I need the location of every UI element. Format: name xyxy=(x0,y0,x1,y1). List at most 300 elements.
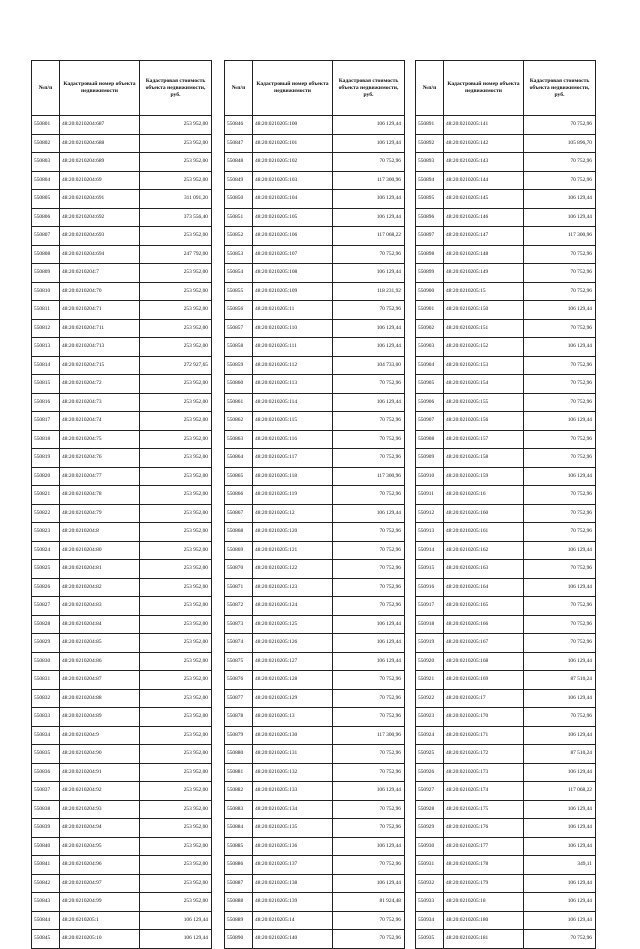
table-row xyxy=(32,652,212,671)
row-number: 550912 xyxy=(416,504,444,523)
cadastral-cost: 70 752,96 xyxy=(333,763,405,782)
row-number: 550883 xyxy=(225,800,253,819)
cadastral-cost: 106 129,44 xyxy=(333,208,405,227)
cadastral-number: 48:20:0210205:120 xyxy=(253,523,333,542)
table-row xyxy=(225,874,405,893)
cadastral-cost: 70 752,96 xyxy=(524,560,596,579)
row-number: 550826 xyxy=(32,578,60,597)
table-row xyxy=(225,153,405,172)
cadastral-cost: 253 952,00 xyxy=(140,412,212,431)
cadastral-number: 48:20:0210204:79 xyxy=(60,504,140,523)
cadastral-cost: 70 752,96 xyxy=(333,560,405,579)
row-number: 550848 xyxy=(225,153,253,172)
cadastral-number: 48:20:0210205:151 xyxy=(444,319,524,338)
cadastral-cost: 106 129,44 xyxy=(333,874,405,893)
row-number: 550851 xyxy=(225,208,253,227)
cadastral-cost: 106 129,44 xyxy=(524,819,596,838)
table-row xyxy=(225,856,405,875)
row-number: 550821 xyxy=(32,486,60,505)
row-number: 550853 xyxy=(225,245,253,264)
cadastral-cost: 70 752,96 xyxy=(333,523,405,542)
row-number: 550868 xyxy=(225,523,253,542)
cadastral-cost: 373 556,40 xyxy=(140,208,212,227)
cadastral-number: 48:20:0210204:96 xyxy=(60,856,140,875)
table-row xyxy=(416,615,596,634)
table-row xyxy=(32,153,212,172)
cadastral-number: 48:20:0210205:158 xyxy=(444,449,524,468)
cadastral-cost: 106 129,44 xyxy=(524,837,596,856)
cadastral-cost: 70 752,96 xyxy=(333,245,405,264)
cadastral-number: 48:20:0210204:90 xyxy=(60,745,140,764)
cadastral-number: 48:20:0210205:177 xyxy=(444,837,524,856)
cadastral-cost: 253 952,00 xyxy=(140,652,212,671)
cadastral-cost: 253 952,00 xyxy=(140,615,212,634)
cadastral-cost: 106 129,44 xyxy=(524,800,596,819)
table-row xyxy=(225,819,405,838)
cadastral-number: 48:20:0210205:139 xyxy=(253,893,333,912)
cadastral-cost: 253 952,00 xyxy=(140,893,212,912)
cadastral-cost: 253 952,00 xyxy=(140,782,212,801)
row-number: 550885 xyxy=(225,837,253,856)
table-row xyxy=(416,578,596,597)
cadastral-cost: 70 752,96 xyxy=(524,449,596,468)
table-row xyxy=(416,486,596,505)
table-row xyxy=(416,763,596,782)
table-row xyxy=(416,782,596,801)
table-row xyxy=(416,171,596,190)
cadastral-cost: 117 300,96 xyxy=(333,726,405,745)
cadastral-cost: 106 129,44 xyxy=(333,782,405,801)
table-row xyxy=(416,282,596,301)
cadastral-number: 48:20:0210205:13 xyxy=(253,708,333,727)
cadastral-cost: 253 952,00 xyxy=(140,375,212,394)
cadastral-number: 48:20:0210205:147 xyxy=(444,227,524,246)
cadastral-cost: 272 927,65 xyxy=(140,356,212,375)
row-number: 550919 xyxy=(416,634,444,653)
cadastral-cost: 87 510,24 xyxy=(524,745,596,764)
table-row xyxy=(416,837,596,856)
cadastral-cost: 253 952,00 xyxy=(140,486,212,505)
cadastral-cost: 247 792,00 xyxy=(140,245,212,264)
table-row xyxy=(32,412,212,431)
cadastral-number: 48:20:0210205:107 xyxy=(253,245,333,264)
cadastral-number: 48:20:0210205:172 xyxy=(444,745,524,764)
header-num: №п/п xyxy=(416,61,444,116)
table-row xyxy=(32,578,212,597)
cadastral-cost: 106 129,44 xyxy=(333,264,405,283)
row-number: 550928 xyxy=(416,800,444,819)
cadastral-number: 48:20:0210205:176 xyxy=(444,819,524,838)
cadastral-cost: 70 752,96 xyxy=(333,819,405,838)
cadastral-cost: 70 752,96 xyxy=(333,153,405,172)
cadastral-number: 48:20:0210205:15 xyxy=(444,282,524,301)
cadastral-number: 48:20:0210204:84 xyxy=(60,615,140,634)
cadastral-number: 48:20:0210204:715 xyxy=(60,356,140,375)
table-row xyxy=(32,930,212,949)
cadastral-cost: 253 952,00 xyxy=(140,671,212,690)
table-row xyxy=(416,874,596,893)
cadastral-number: 48:20:0210204:86 xyxy=(60,652,140,671)
row-number: 550895 xyxy=(416,190,444,209)
cadastral-number: 48:20:0210205:133 xyxy=(253,782,333,801)
row-number: 550916 xyxy=(416,578,444,597)
row-number: 550931 xyxy=(416,856,444,875)
cadastral-number: 48:20:0210204:73 xyxy=(60,393,140,412)
row-number: 550910 xyxy=(416,467,444,486)
cadastral-number: 48:20:0210204:9 xyxy=(60,726,140,745)
table-row xyxy=(225,208,405,227)
table-row xyxy=(32,319,212,338)
cadastral-number: 48:20:0210205:101 xyxy=(253,134,333,153)
cadastral-number: 48:20:0210205:100 xyxy=(253,116,333,135)
cadastral-cost: 70 752,96 xyxy=(333,430,405,449)
header-cadastral-cost: Кадастровая стоимость объекта недвижимости, руб. xyxy=(524,61,596,116)
row-number: 550896 xyxy=(416,208,444,227)
table-row xyxy=(225,171,405,190)
cadastral-number: 48:20:0210205:103 xyxy=(253,171,333,190)
row-number: 550828 xyxy=(32,615,60,634)
table-row xyxy=(225,689,405,708)
cadastral-number: 48:20:0210205:145 xyxy=(444,190,524,209)
header-num: №п/п xyxy=(32,61,60,116)
table-row xyxy=(225,597,405,616)
cadastral-number: 48:20:0210204:692 xyxy=(60,208,140,227)
cadastral-number: 48:20:0210204:713 xyxy=(60,338,140,357)
cadastral-number: 48:20:0210205:135 xyxy=(253,819,333,838)
row-number: 550847 xyxy=(225,134,253,153)
table-row xyxy=(416,301,596,320)
cadastral-cost: 70 752,96 xyxy=(524,171,596,190)
table-row xyxy=(32,208,212,227)
cadastral-number: 48:20:0210204:87 xyxy=(60,671,140,690)
row-number: 550927 xyxy=(416,782,444,801)
row-number: 550904 xyxy=(416,356,444,375)
cadastral-cost: 106 129,44 xyxy=(333,190,405,209)
row-number: 550893 xyxy=(416,153,444,172)
cadastral-number: 48:20:0210205:129 xyxy=(253,689,333,708)
cadastral-cost: 253 952,00 xyxy=(140,874,212,893)
table-row xyxy=(416,449,596,468)
row-number: 550865 xyxy=(225,467,253,486)
cadastral-cost: 253 952,00 xyxy=(140,745,212,764)
row-number: 550813 xyxy=(32,338,60,357)
row-number: 550873 xyxy=(225,615,253,634)
row-number: 550878 xyxy=(225,708,253,727)
cadastral-number: 48:20:0210205:141 xyxy=(444,116,524,135)
cadastral-number: 48:20:0210205:143 xyxy=(444,153,524,172)
table-row xyxy=(225,930,405,949)
cadastral-number: 48:20:0210205:134 xyxy=(253,800,333,819)
row-number: 550849 xyxy=(225,171,253,190)
cadastral-number: 48:20:0210205:169 xyxy=(444,671,524,690)
cadastral-number: 48:20:0210205:106 xyxy=(253,227,333,246)
cadastral-number: 48:20:0210205:11 xyxy=(253,301,333,320)
row-number: 550930 xyxy=(416,837,444,856)
row-number: 550822 xyxy=(32,504,60,523)
row-number: 550929 xyxy=(416,819,444,838)
table-row xyxy=(32,615,212,634)
cadastral-number: 48:20:0210205:124 xyxy=(253,597,333,616)
row-number: 550806 xyxy=(32,208,60,227)
row-number: 550856 xyxy=(225,301,253,320)
row-number: 550812 xyxy=(32,319,60,338)
table-row xyxy=(225,134,405,153)
cadastral-number: 48:20:0210205:179 xyxy=(444,874,524,893)
cadastral-number: 48:20:0210204:687 xyxy=(60,116,140,135)
row-number: 550811 xyxy=(32,301,60,320)
cadastral-cost: 253 952,00 xyxy=(140,689,212,708)
table-row xyxy=(32,837,212,856)
cadastral-number: 48:20:0210205:115 xyxy=(253,412,333,431)
table-row xyxy=(416,227,596,246)
cadastral-cost: 70 752,96 xyxy=(524,504,596,523)
row-number: 550867 xyxy=(225,504,253,523)
row-number: 550834 xyxy=(32,726,60,745)
table-row xyxy=(32,560,212,579)
row-number: 550801 xyxy=(32,116,60,135)
cadastral-cost: 253 952,00 xyxy=(140,134,212,153)
table-row xyxy=(416,745,596,764)
table-row xyxy=(225,301,405,320)
cadastral-cost: 70 752,96 xyxy=(333,486,405,505)
row-number: 550921 xyxy=(416,671,444,690)
cadastral-cost: 253 952,00 xyxy=(140,837,212,856)
table-row xyxy=(416,153,596,172)
table-row xyxy=(32,597,212,616)
table-row xyxy=(225,634,405,653)
table-row xyxy=(225,745,405,764)
row-number: 550923 xyxy=(416,708,444,727)
cadastral-number: 48:20:0210205:175 xyxy=(444,800,524,819)
row-number: 550914 xyxy=(416,541,444,560)
row-number: 550880 xyxy=(225,745,253,764)
row-number: 550802 xyxy=(32,134,60,153)
cadastral-cost: 70 752,96 xyxy=(524,245,596,264)
cadastral-number: 48:20:0210204:8 xyxy=(60,523,140,542)
table-row xyxy=(32,264,212,283)
cadastral-cost: 253 952,00 xyxy=(140,763,212,782)
cadastral-cost: 106 129,44 xyxy=(524,763,596,782)
table-row xyxy=(416,430,596,449)
cadastral-cost: 106 129,44 xyxy=(524,689,596,708)
cadastral-cost: 70 752,96 xyxy=(524,116,596,135)
table-row xyxy=(225,671,405,690)
cadastral-cost: 70 752,96 xyxy=(333,412,405,431)
row-number: 550935 xyxy=(416,930,444,949)
cadastral-cost: 106 129,44 xyxy=(524,874,596,893)
cadastral-cost: 106 129,44 xyxy=(333,837,405,856)
table-row xyxy=(32,393,212,412)
cadastral-number: 48:20:0210205:157 xyxy=(444,430,524,449)
cadastral-number: 48:20:0210205:174 xyxy=(444,782,524,801)
cadastral-number: 48:20:0210205:173 xyxy=(444,763,524,782)
cadastral-cost: 106 129,44 xyxy=(333,393,405,412)
cadastral-number: 48:20:0210205:126 xyxy=(253,634,333,653)
cadastral-cost: 70 752,96 xyxy=(524,486,596,505)
table-header-row xyxy=(225,61,405,116)
table-row xyxy=(416,338,596,357)
table-row xyxy=(32,467,212,486)
row-number: 550827 xyxy=(32,597,60,616)
table-row xyxy=(225,245,405,264)
cadastral-number: 48:20:0210205:17 xyxy=(444,689,524,708)
header-cadastral-cost: Кадастровая стоимость объекта недвижимости, руб. xyxy=(333,61,405,116)
cadastral-number: 48:20:0210205:178 xyxy=(444,856,524,875)
cadastral-number: 48:20:0210205:14 xyxy=(253,911,333,930)
cadastral-number: 48:20:0210205:112 xyxy=(253,356,333,375)
cadastral-number: 48:20:0210205:149 xyxy=(444,264,524,283)
cadastral-cost: 70 752,96 xyxy=(333,671,405,690)
cadastral-number: 48:20:0210204:99 xyxy=(60,893,140,912)
row-number: 550842 xyxy=(32,874,60,893)
table-row xyxy=(32,356,212,375)
cadastral-cost: 106 129,44 xyxy=(333,634,405,653)
cadastral-number: 48:20:0210205:156 xyxy=(444,412,524,431)
row-number: 550920 xyxy=(416,652,444,671)
row-number: 550862 xyxy=(225,412,253,431)
table-row xyxy=(416,523,596,542)
cadastral-cost: 106 129,44 xyxy=(524,893,596,912)
table-row xyxy=(32,116,212,135)
table-row xyxy=(32,763,212,782)
table-row xyxy=(32,449,212,468)
cadastral-cost: 70 752,96 xyxy=(333,541,405,560)
table-row xyxy=(225,486,405,505)
cadastral-number: 48:20:0210205:131 xyxy=(253,745,333,764)
row-number: 550882 xyxy=(225,782,253,801)
cadastral-number: 48:20:0210205:148 xyxy=(444,245,524,264)
table-row xyxy=(32,301,212,320)
cadastral-number: 48:20:0210205:170 xyxy=(444,708,524,727)
row-number: 550815 xyxy=(32,375,60,394)
row-number: 550907 xyxy=(416,412,444,431)
table-row xyxy=(32,282,212,301)
table-row xyxy=(416,412,596,431)
cadastral-number: 48:20:0210205:159 xyxy=(444,467,524,486)
row-number: 550803 xyxy=(32,153,60,172)
row-number: 550871 xyxy=(225,578,253,597)
cadastral-number: 48:20:0210205:1 xyxy=(60,911,140,930)
row-number: 550899 xyxy=(416,264,444,283)
cadastral-cost: 106 129,44 xyxy=(333,615,405,634)
row-number: 550860 xyxy=(225,375,253,394)
cadastral-cost: 253 952,00 xyxy=(140,597,212,616)
cadastral-number: 48:20:0210204:691 xyxy=(60,190,140,209)
table-row xyxy=(416,375,596,394)
cadastral-number: 48:20:0210205:122 xyxy=(253,560,333,579)
cadastral-number: 48:20:0210204:91 xyxy=(60,763,140,782)
table-row xyxy=(225,356,405,375)
table-row xyxy=(32,708,212,727)
cadastral-cost: 70 752,96 xyxy=(524,282,596,301)
table-row xyxy=(225,190,405,209)
cadastral-cost: 253 952,00 xyxy=(140,301,212,320)
cadastral-cost: 253 952,00 xyxy=(140,523,212,542)
table-row xyxy=(416,245,596,264)
row-number: 550900 xyxy=(416,282,444,301)
table-row xyxy=(416,911,596,930)
cadastral-number: 48:20:0210205:114 xyxy=(253,393,333,412)
row-number: 550906 xyxy=(416,393,444,412)
table-row xyxy=(225,282,405,301)
cadastral-cost: 70 752,96 xyxy=(333,708,405,727)
row-number: 550850 xyxy=(225,190,253,209)
table-row xyxy=(416,116,596,135)
cadastral-cost: 253 952,00 xyxy=(140,116,212,135)
row-number: 550804 xyxy=(32,171,60,190)
cadastral-number: 48:20:0210204:83 xyxy=(60,597,140,616)
cadastral-number: 48:20:0210205:137 xyxy=(253,856,333,875)
row-number: 550830 xyxy=(32,652,60,671)
table-row xyxy=(32,856,212,875)
table-row xyxy=(416,930,596,949)
cadastral-number: 48:20:0210205:160 xyxy=(444,504,524,523)
cadastral-number: 48:20:0210205:102 xyxy=(253,153,333,172)
cadastral-cost: 253 952,00 xyxy=(140,393,212,412)
cadastral-number: 48:20:0210205:128 xyxy=(253,671,333,690)
table-row xyxy=(225,264,405,283)
cadastral-cost: 253 952,00 xyxy=(140,467,212,486)
cadastral-cost: 70 752,96 xyxy=(524,153,596,172)
cadastral-table-2 xyxy=(224,60,405,949)
cadastral-number: 48:20:0210205:165 xyxy=(444,597,524,616)
table-row xyxy=(32,338,212,357)
row-number: 550814 xyxy=(32,356,60,375)
row-number: 550934 xyxy=(416,911,444,930)
cadastral-number: 48:20:0210204:78 xyxy=(60,486,140,505)
cadastral-cost: 106 129,44 xyxy=(524,578,596,597)
cadastral-cost: 70 752,96 xyxy=(524,264,596,283)
header-cadastral-number: Кадастровый номер объекта недвижимости xyxy=(253,61,333,116)
row-number: 550925 xyxy=(416,745,444,764)
row-number: 550902 xyxy=(416,319,444,338)
row-number: 550926 xyxy=(416,763,444,782)
row-number: 550917 xyxy=(416,597,444,616)
cadastral-number: 48:20:0210205:116 xyxy=(253,430,333,449)
row-number: 550838 xyxy=(32,800,60,819)
row-number: 550854 xyxy=(225,264,253,283)
table-row xyxy=(32,523,212,542)
cadastral-number: 48:20:0210204:74 xyxy=(60,412,140,431)
cadastral-number: 48:20:0210205:108 xyxy=(253,264,333,283)
cadastral-cost: 70 752,96 xyxy=(524,634,596,653)
cadastral-cost: 106 129,44 xyxy=(524,467,596,486)
row-number: 550887 xyxy=(225,874,253,893)
table-row xyxy=(225,911,405,930)
cadastral-number: 48:20:0210204:80 xyxy=(60,541,140,560)
cadastral-number: 48:20:0210204:693 xyxy=(60,227,140,246)
header-num: №п/п xyxy=(225,61,253,116)
row-number: 550924 xyxy=(416,726,444,745)
cadastral-number: 48:20:0210204:88 xyxy=(60,689,140,708)
table-row xyxy=(416,819,596,838)
cadastral-cost: 106 129,44 xyxy=(140,930,212,949)
table-row xyxy=(225,227,405,246)
row-number: 550901 xyxy=(416,301,444,320)
row-number: 550876 xyxy=(225,671,253,690)
cadastral-cost: 117 068,22 xyxy=(524,782,596,801)
row-number: 550843 xyxy=(32,893,60,912)
cadastral-cost: 106 129,44 xyxy=(524,208,596,227)
cadastral-number: 48:20:0210204:77 xyxy=(60,467,140,486)
table-row xyxy=(32,486,212,505)
cadastral-cost: 70 752,96 xyxy=(333,375,405,394)
row-number: 550855 xyxy=(225,282,253,301)
cadastral-number: 48:20:0210204:689 xyxy=(60,153,140,172)
table-row xyxy=(225,763,405,782)
table-row xyxy=(225,393,405,412)
row-number: 550905 xyxy=(416,375,444,394)
